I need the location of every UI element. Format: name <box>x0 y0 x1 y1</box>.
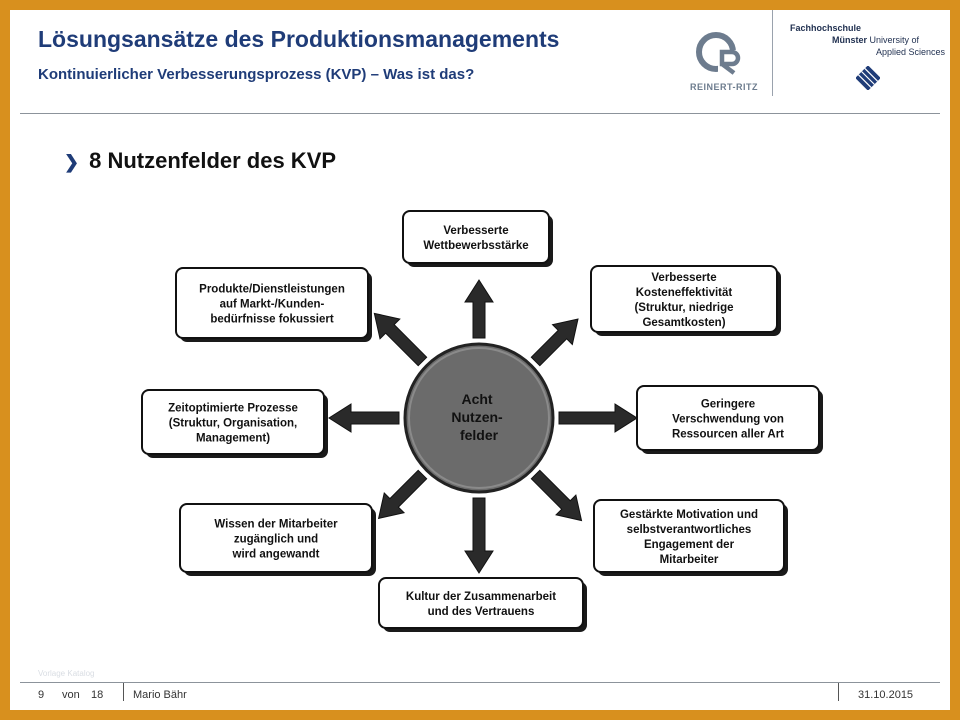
university-line2-left: Münster <box>832 35 868 45</box>
benefit-box-line: Gesamtkosten) <box>642 317 726 329</box>
center-label-line1: Acht <box>461 391 493 407</box>
benefit-box-right <box>637 386 823 454</box>
benefit-box-line: Gestärkte Motivation und <box>619 509 759 521</box>
benefit-box-line: Verbesserte <box>443 225 509 237</box>
benefit-box-line: Wissen der Mitarbeiter <box>214 518 338 531</box>
template-label: Vorlage Katalog <box>38 669 95 678</box>
benefit-box-line: Kultur der Zusammenarbeit <box>405 591 557 603</box>
benefit-box-bottom <box>379 578 587 632</box>
arrow-up-right-icon <box>526 309 588 371</box>
arrow-down-icon <box>465 498 493 573</box>
benefit-box-frame <box>403 211 549 263</box>
benefit-box-line: Verbesserte <box>651 272 717 284</box>
benefit-box-bottom-left <box>180 504 376 576</box>
benefit-box-line: Verschwendung von <box>672 413 784 426</box>
benefit-box-line: zugänglich und <box>233 533 319 546</box>
benefit-box-line: und des Vertrauens <box>427 606 535 618</box>
date: 31.10.2015 <box>858 689 914 701</box>
arrow-up-left-icon <box>364 303 432 371</box>
page-total: 18 <box>91 689 104 701</box>
arrow-left-icon <box>329 404 399 432</box>
benefit-box-frame <box>379 578 583 628</box>
benefit-box-line: Mitarbeiter <box>659 554 719 566</box>
slide-title: Lösungsansätze des Produktionsmanagements <box>38 26 560 52</box>
university-line1: Fachhochschule <box>790 23 862 33</box>
center-circle <box>405 344 553 492</box>
benefit-box-line: Management) <box>195 432 271 445</box>
benefit-box-bottom-right <box>594 500 788 576</box>
footer-separator-left <box>123 683 124 701</box>
benefit-fields-diagram <box>10 10 950 710</box>
university-line2-right: University of <box>869 35 920 45</box>
slide <box>10 10 950 710</box>
page-of-label: von <box>62 689 80 701</box>
benefit-box-top-right <box>591 266 781 336</box>
benefit-box-line: Kosteneffektivität <box>635 287 733 299</box>
arrow-right-icon <box>559 404 637 432</box>
benefit-box-line: selbstverantwortliches <box>626 524 752 536</box>
footer-divider <box>20 682 940 683</box>
author: Mario Bähr <box>133 689 187 701</box>
benefit-box-line: (Struktur, Organisation, <box>168 417 298 430</box>
university-line3: Applied Sciences <box>876 47 946 57</box>
benefit-box-line: Wettbewerbsstärke <box>423 240 529 252</box>
chevron-right-icon: ❯ <box>64 152 80 172</box>
benefit-box-line: bedürfnisse fokussiert <box>210 313 334 326</box>
benefit-box-top <box>403 211 553 267</box>
footer-separator-right <box>838 683 839 701</box>
section-heading-text: 8 Nutzenfelder des KVP <box>89 148 337 173</box>
benefit-box-line: Ressourcen aller Art <box>671 428 785 441</box>
page-number: 9 <box>38 689 45 701</box>
reinert-ritz-text: REINERT-RITZ <box>690 82 758 92</box>
benefit-box-line: Engagement der <box>643 539 735 551</box>
benefit-box-line: (Struktur, niedrige <box>634 302 734 314</box>
arrow-down-left-icon <box>369 465 433 529</box>
slide-subtitle: Kontinuierlicher Verbesserungsprozess (KVP) – Was ist das? <box>38 66 475 83</box>
benefit-box-left <box>142 390 328 458</box>
center-label-line3: felder <box>459 427 499 443</box>
benefit-box-line: auf Markt-/Kunden- <box>219 298 325 311</box>
benefit-box-line: wird angewandt <box>232 548 320 561</box>
benefit-box-line: Produkte/Dienstleistungen <box>199 283 345 296</box>
arrow-down-right-icon <box>526 465 592 531</box>
benefit-box-line: Geringere <box>700 398 756 411</box>
center-label-line2: Nutzen- <box>451 409 503 425</box>
arrow-up-icon <box>465 280 493 338</box>
benefit-box-line: Zeitoptimierte Prozesse <box>168 402 298 415</box>
benefit-box-top-left <box>176 268 372 342</box>
